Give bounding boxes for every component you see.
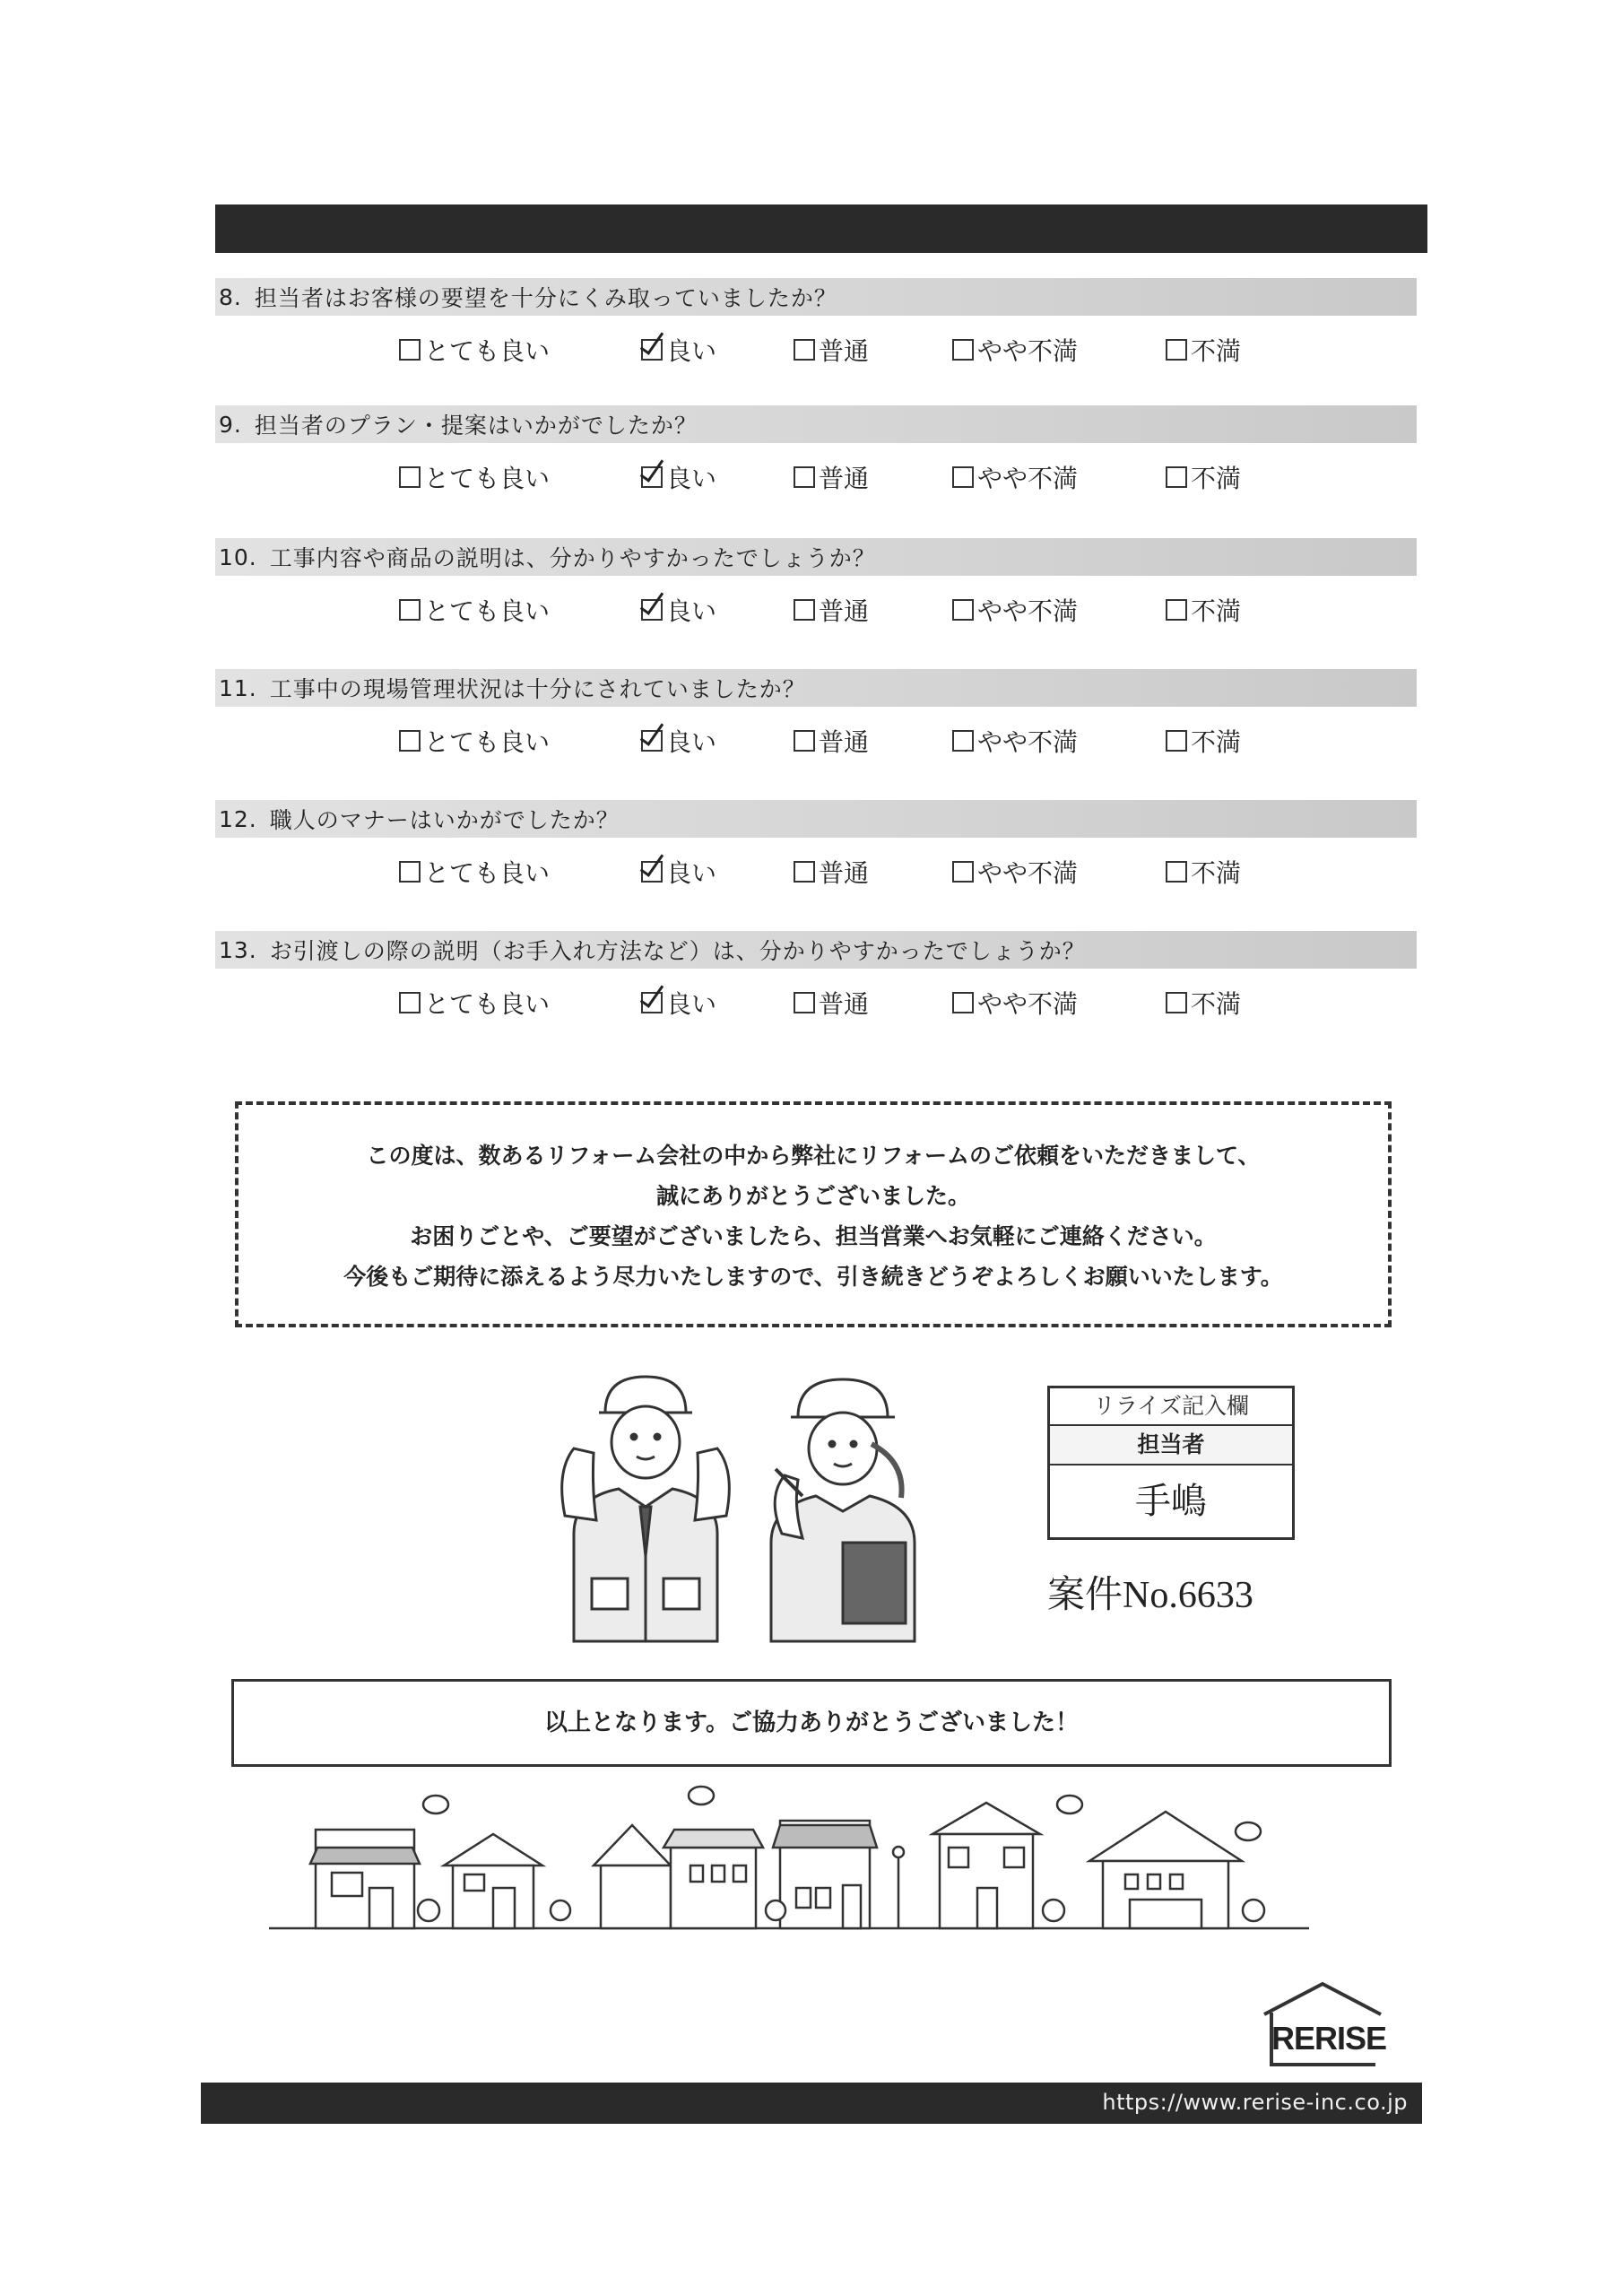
checkbox[interactable]	[399, 339, 421, 361]
question-number: 13.	[219, 936, 257, 963]
question-band	[215, 405, 1417, 443]
closing-message-box	[231, 1679, 1392, 1767]
option-unsatisfied[interactable]: 不満	[1166, 985, 1241, 1021]
checkbox-checked[interactable]	[641, 730, 663, 752]
option-average[interactable]: 普通	[794, 723, 869, 759]
options-row	[215, 325, 1417, 378]
options-row	[215, 716, 1417, 770]
staff-label: 担当者	[1050, 1426, 1292, 1465]
checkbox-checked[interactable]	[641, 466, 663, 488]
top-bar	[215, 204, 1427, 253]
question-text: 担当者のプラン・提案はいかがでしたか？	[254, 413, 698, 439]
question-number: 8.	[219, 283, 242, 310]
question-9	[215, 405, 1417, 506]
question-number: 9.	[219, 411, 242, 438]
question-text: 職人のマナーはいかがでしたか？	[269, 807, 620, 833]
question-number: 10.	[219, 544, 257, 570]
option-very-good[interactable]: とても良い	[399, 723, 550, 759]
option-good[interactable]: 良い	[641, 723, 716, 759]
case-number: 案件No.6633	[1047, 1575, 1253, 1616]
question-10	[215, 538, 1417, 639]
option-unsatisfied[interactable]: 不満	[1166, 592, 1241, 628]
option-good[interactable]: 良い	[641, 592, 716, 628]
checkbox[interactable]	[1166, 992, 1187, 1013]
message-line-2: 誠にありがとうございました。	[655, 1183, 970, 1209]
option-unsatisfied[interactable]: 不満	[1166, 854, 1241, 890]
checkbox[interactable]	[794, 730, 815, 752]
checkbox[interactable]	[1166, 339, 1187, 361]
option-somewhat-unsatisfied[interactable]: やや不満	[952, 723, 1078, 759]
option-somewhat-unsatisfied[interactable]: やや不満	[952, 459, 1078, 495]
checkbox-checked[interactable]	[641, 599, 663, 621]
option-somewhat-unsatisfied[interactable]: やや不満	[952, 985, 1078, 1021]
option-good[interactable]: 良い	[641, 332, 716, 368]
town-illustration	[269, 1785, 1309, 1946]
checkbox[interactable]	[794, 466, 815, 488]
option-average[interactable]: 普通	[794, 592, 869, 628]
option-unsatisfied[interactable]: 不満	[1166, 459, 1241, 495]
website-url[interactable]: https://www.rerise-inc.co.jp	[1102, 2090, 1408, 2115]
checkbox[interactable]	[794, 599, 815, 621]
option-very-good[interactable]: とても良い	[399, 332, 550, 368]
question-band	[215, 800, 1417, 838]
checkbox[interactable]	[1166, 599, 1187, 621]
checkbox[interactable]	[794, 339, 815, 361]
question-band	[215, 931, 1417, 969]
question-band	[215, 538, 1417, 576]
question-13	[215, 931, 1417, 1031]
message-line-4: 今後もご期待に添えるよう尽力いたしますので、引き続きどうぞよろしくお願いいたします。	[343, 1264, 1283, 1290]
option-unsatisfied[interactable]: 不満	[1166, 723, 1241, 759]
checkbox[interactable]	[399, 861, 421, 883]
checkbox[interactable]	[952, 992, 974, 1013]
question-text: 工事中の現場管理状況は十分にされていましたか？	[269, 676, 806, 702]
options-row	[215, 978, 1417, 1031]
checkbox-checked[interactable]	[641, 339, 663, 361]
option-average[interactable]: 普通	[794, 985, 869, 1021]
option-very-good[interactable]: とても良い	[399, 592, 550, 628]
staff-table-header: リライズ記入欄	[1050, 1388, 1292, 1426]
thank-you-message-box	[235, 1101, 1392, 1327]
checkbox[interactable]	[952, 599, 974, 621]
question-number: 12.	[219, 805, 257, 832]
checkbox[interactable]	[1166, 466, 1187, 488]
staff-entry-table	[1047, 1386, 1295, 1540]
option-unsatisfied[interactable]: 不満	[1166, 332, 1241, 368]
option-good[interactable]: 良い	[641, 459, 716, 495]
options-row	[215, 452, 1417, 506]
question-text: 担当者はお客様の要望を十分にくみ取っていましたか？	[254, 285, 837, 311]
option-very-good[interactable]: とても良い	[399, 459, 550, 495]
bottom-bar	[201, 2083, 1422, 2124]
option-average[interactable]: 普通	[794, 854, 869, 890]
option-good[interactable]: 良い	[641, 985, 716, 1021]
checkbox[interactable]	[952, 339, 974, 361]
question-text: 工事内容や商品の説明は、分かりやすかったでしょうか？	[269, 545, 876, 571]
checkbox[interactable]	[952, 730, 974, 752]
staff-name: 手嶋	[1135, 1481, 1207, 1522]
checkbox[interactable]	[794, 861, 815, 883]
option-average[interactable]: 普通	[794, 459, 869, 495]
question-11	[215, 669, 1417, 770]
message-line-1: この度は、数あるリフォーム会社の中から弊社にリフォームのご依頼をいただきまして、	[366, 1143, 1261, 1169]
question-text: お引渡しの際の説明（お手入れ方法など）は、分かりやすかったでしょうか？	[269, 938, 1086, 964]
option-somewhat-unsatisfied[interactable]: やや不満	[952, 332, 1078, 368]
logo-text: RERISE	[1271, 2020, 1387, 2057]
question-band	[215, 669, 1417, 707]
checkbox[interactable]	[1166, 730, 1187, 752]
option-average[interactable]: 普通	[794, 332, 869, 368]
options-row	[215, 585, 1417, 639]
message-line-3: お困りごとや、ご要望がございましたら、担当営業へお気軽にご連絡ください。	[410, 1223, 1217, 1249]
question-12	[215, 800, 1417, 900]
checkbox[interactable]	[1166, 861, 1187, 883]
option-somewhat-unsatisfied[interactable]: やや不満	[952, 592, 1078, 628]
option-good[interactable]: 良い	[641, 854, 716, 890]
option-very-good[interactable]: とても良い	[399, 985, 550, 1021]
option-somewhat-unsatisfied[interactable]: やや不満	[952, 854, 1078, 890]
checkbox-checked[interactable]	[641, 861, 663, 883]
checkbox[interactable]	[952, 861, 974, 883]
checkbox[interactable]	[399, 466, 421, 488]
checkbox[interactable]	[952, 466, 974, 488]
checkbox[interactable]	[399, 730, 421, 752]
question-band	[215, 278, 1417, 316]
checkbox[interactable]	[794, 992, 815, 1013]
workers-illustration	[547, 1363, 968, 1650]
question-8	[215, 278, 1417, 378]
question-number: 11.	[219, 674, 257, 701]
checkbox-checked[interactable]	[641, 992, 663, 1013]
closing-message: 以上となります。ご協力ありがとうございました！	[544, 1709, 1079, 1736]
options-row	[215, 847, 1417, 900]
option-very-good[interactable]: とても良い	[399, 854, 550, 890]
checkbox[interactable]	[399, 992, 421, 1013]
checkbox[interactable]	[399, 599, 421, 621]
